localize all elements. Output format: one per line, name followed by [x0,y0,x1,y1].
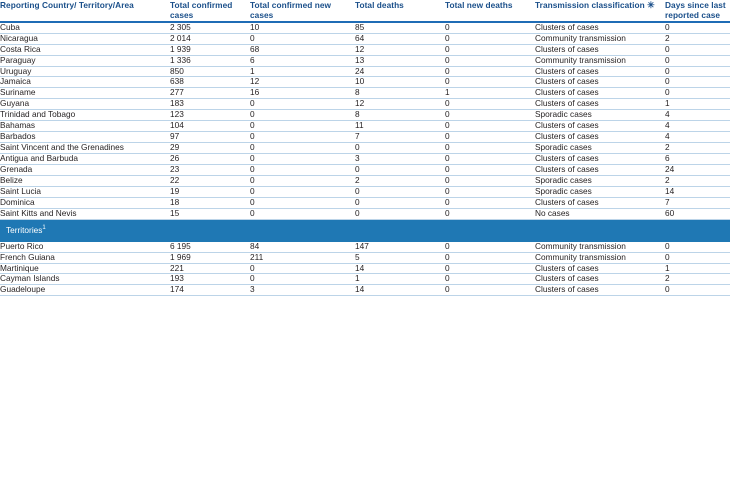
cell-total-confirmed-new-cases: 0 [250,187,355,198]
cell-total-deaths: 11 [355,121,445,132]
cell-total-new-deaths: 0 [445,263,535,274]
cell-transmission-classification: Community transmission [535,252,665,263]
table-row [0,22,730,33]
column-header-transmission-classification [535,0,665,22]
cell-total-confirmed-new-cases: 0 [250,143,355,154]
cell-total-new-deaths: 0 [445,99,535,110]
cell-days-since-last-reported-case: 2 [665,274,730,285]
cell-total-deaths: 1 [355,274,445,285]
cell-days-since-last-reported-case: 4 [665,121,730,132]
cell-total-confirmed-cases: 22 [170,176,250,187]
column-header-total-confirmed-cases-label: Total confirmed cases [170,0,233,21]
table-header-row [0,0,730,22]
column-header-days-since-last-reported-case [665,0,730,22]
cell-transmission-classification: Clusters of cases [535,22,665,33]
cell-total-confirmed-new-cases: 0 [250,99,355,110]
cell-total-confirmed-cases: 1 969 [170,252,250,263]
cell-days-since-last-reported-case: 6 [665,154,730,165]
column-header-total-new-deaths [445,0,535,22]
cell-total-deaths: 14 [355,263,445,274]
table-row [0,154,730,165]
cell-transmission-classification: Sporadic cases [535,187,665,198]
cell-total-confirmed-new-cases: 68 [250,44,355,55]
cell-total-confirmed-new-cases: 10 [250,22,355,33]
table-row [0,252,730,263]
cell-total-confirmed-cases: 1 336 [170,55,250,66]
cell-total-deaths: 7 [355,132,445,143]
cell-country: Grenada [0,165,170,176]
cell-transmission-classification: Sporadic cases [535,143,665,154]
column-header-days-since-last-reported-case-label: Days since last reported case [665,0,726,21]
cell-total-deaths: 0 [355,208,445,219]
cell-days-since-last-reported-case: 7 [665,197,730,208]
cell-total-confirmed-cases: 6 195 [170,241,250,252]
cell-total-confirmed-cases: 850 [170,66,250,77]
cell-transmission-classification: Sporadic cases [535,176,665,187]
cell-total-confirmed-cases: 221 [170,263,250,274]
cell-total-new-deaths: 0 [445,44,535,55]
cell-country: Guyana [0,99,170,110]
cell-country: Puerto Rico [0,241,170,252]
table-row [0,197,730,208]
cell-country: Suriname [0,88,170,99]
column-header-total-deaths-label: Total deaths [355,0,404,10]
cell-country: Bahamas [0,121,170,132]
cell-days-since-last-reported-case: 0 [665,77,730,88]
cell-total-new-deaths: 0 [445,132,535,143]
table-row [0,263,730,274]
cell-total-confirmed-new-cases: 0 [250,263,355,274]
cell-total-new-deaths: 1 [445,88,535,99]
table-row [0,88,730,99]
cell-total-confirmed-cases: 15 [170,208,250,219]
cell-total-deaths: 0 [355,143,445,154]
cell-transmission-classification: Community transmission [535,33,665,44]
cell-total-confirmed-cases: 123 [170,110,250,121]
cell-total-confirmed-new-cases: 1 [250,66,355,77]
table-row [0,143,730,154]
section-header-territories [0,219,730,241]
cell-transmission-classification: Clusters of cases [535,274,665,285]
column-header-country [0,0,170,22]
table-row [0,121,730,132]
cell-total-new-deaths: 0 [445,285,535,296]
cell-transmission-classification: Clusters of cases [535,154,665,165]
table-row [0,110,730,121]
cell-country: Nicaragua [0,33,170,44]
table-row [0,274,730,285]
column-header-transmission-classification-label: Transmission classification [535,0,645,10]
cell-total-deaths: 13 [355,55,445,66]
cell-transmission-classification: Clusters of cases [535,121,665,132]
cell-total-confirmed-cases: 97 [170,132,250,143]
cell-days-since-last-reported-case: 1 [665,99,730,110]
cell-country: Martinique [0,263,170,274]
cell-total-deaths: 2 [355,176,445,187]
cell-total-new-deaths: 0 [445,110,535,121]
cell-total-confirmed-new-cases: 0 [250,132,355,143]
table-row [0,44,730,55]
cell-transmission-classification: Clusters of cases [535,88,665,99]
cell-country: Paraguay [0,55,170,66]
cell-total-confirmed-new-cases: 12 [250,77,355,88]
cell-days-since-last-reported-case: 4 [665,110,730,121]
table-row [0,66,730,77]
cell-transmission-classification: Clusters of cases [535,263,665,274]
cell-transmission-classification: Clusters of cases [535,197,665,208]
cell-total-new-deaths: 0 [445,55,535,66]
cell-total-new-deaths: 0 [445,187,535,198]
cell-transmission-classification: Clusters of cases [535,165,665,176]
column-header-country-label: Reporting Country/ Territory/Area [0,0,134,10]
cell-total-confirmed-cases: 2 305 [170,22,250,33]
cell-total-deaths: 8 [355,110,445,121]
cell-days-since-last-reported-case: 0 [665,66,730,77]
cell-total-confirmed-new-cases: 0 [250,165,355,176]
cell-total-deaths: 14 [355,285,445,296]
cell-total-confirmed-new-cases: 0 [250,110,355,121]
cell-total-new-deaths: 0 [445,208,535,219]
cell-total-new-deaths: 0 [445,176,535,187]
cell-total-new-deaths: 0 [445,274,535,285]
table-row [0,241,730,252]
cell-total-new-deaths: 0 [445,165,535,176]
cell-transmission-classification: Clusters of cases [535,132,665,143]
cell-total-confirmed-new-cases: 3 [250,285,355,296]
column-header-total-new-deaths-label: Total new deaths [445,0,513,10]
cell-total-deaths: 12 [355,99,445,110]
cell-days-since-last-reported-case: 24 [665,165,730,176]
cell-total-new-deaths: 0 [445,77,535,88]
cell-total-confirmed-new-cases: 0 [250,33,355,44]
cell-days-since-last-reported-case: 0 [665,44,730,55]
column-header-total-confirmed-new-cases-label: Total confirmed new cases [250,0,332,21]
table-row [0,77,730,88]
cell-total-confirmed-cases: 174 [170,285,250,296]
cell-country: Saint Vincent and the Grenadines [0,143,170,154]
cell-total-new-deaths: 0 [445,66,535,77]
cell-total-confirmed-cases: 18 [170,197,250,208]
cell-total-deaths: 3 [355,154,445,165]
cell-total-confirmed-cases: 193 [170,274,250,285]
cell-total-deaths: 147 [355,241,445,252]
cell-days-since-last-reported-case: 2 [665,143,730,154]
table-row [0,55,730,66]
section-header-superscript: 1 [42,224,46,231]
cell-total-confirmed-new-cases: 0 [250,197,355,208]
table-row [0,33,730,44]
cell-total-confirmed-new-cases: 0 [250,121,355,132]
cell-total-confirmed-new-cases: 16 [250,88,355,99]
table-row [0,176,730,187]
cell-total-deaths: 10 [355,77,445,88]
cell-total-confirmed-cases: 183 [170,99,250,110]
cell-total-new-deaths: 0 [445,197,535,208]
cell-total-confirmed-new-cases: 0 [250,208,355,219]
cell-transmission-classification: Community transmission [535,55,665,66]
cell-days-since-last-reported-case: 0 [665,285,730,296]
cell-transmission-classification: Sporadic cases [535,110,665,121]
cell-country: Uruguay [0,66,170,77]
cell-total-confirmed-cases: 26 [170,154,250,165]
cell-country: Saint Kitts and Nevis [0,208,170,219]
cell-days-since-last-reported-case: 1 [665,263,730,274]
cell-days-since-last-reported-case: 60 [665,208,730,219]
cell-total-deaths: 0 [355,165,445,176]
cell-days-since-last-reported-case: 0 [665,55,730,66]
cell-country: Belize [0,176,170,187]
cell-total-deaths: 8 [355,88,445,99]
cell-days-since-last-reported-case: 0 [665,88,730,99]
cell-total-confirmed-cases: 19 [170,187,250,198]
cell-days-since-last-reported-case: 0 [665,252,730,263]
table-row [0,99,730,110]
cell-total-confirmed-cases: 1 939 [170,44,250,55]
cell-transmission-classification: Clusters of cases [535,99,665,110]
cell-days-since-last-reported-case: 4 [665,132,730,143]
table-body [0,22,730,296]
cell-total-confirmed-new-cases: 6 [250,55,355,66]
cell-total-new-deaths: 0 [445,241,535,252]
asterisk-icon: ✳ [647,0,655,10]
cell-days-since-last-reported-case: 0 [665,22,730,33]
cell-total-confirmed-cases: 277 [170,88,250,99]
cell-total-confirmed-new-cases: 0 [250,274,355,285]
cell-country: Trinidad and Tobago [0,110,170,121]
cell-total-confirmed-cases: 104 [170,121,250,132]
cell-country: Saint Lucia [0,187,170,198]
cell-days-since-last-reported-case: 2 [665,33,730,44]
cell-total-confirmed-cases: 2 014 [170,33,250,44]
cell-transmission-classification: Clusters of cases [535,66,665,77]
cell-transmission-classification: Clusters of cases [535,285,665,296]
cell-total-deaths: 0 [355,187,445,198]
cell-country: Barbados [0,132,170,143]
cell-country: Cayman Islands [0,274,170,285]
cell-days-since-last-reported-case: 0 [665,241,730,252]
cell-transmission-classification: Clusters of cases [535,44,665,55]
cell-total-new-deaths: 0 [445,33,535,44]
cell-total-deaths: 24 [355,66,445,77]
cell-total-confirmed-cases: 23 [170,165,250,176]
cell-country: Jamaica [0,77,170,88]
cell-total-deaths: 5 [355,252,445,263]
column-header-total-deaths [355,0,445,22]
table-row [0,132,730,143]
cell-country: Dominica [0,197,170,208]
cell-total-confirmed-new-cases: 211 [250,252,355,263]
cell-country: Cuba [0,22,170,33]
cell-total-deaths: 85 [355,22,445,33]
cell-total-new-deaths: 0 [445,121,535,132]
cell-country: Guadeloupe [0,285,170,296]
cell-days-since-last-reported-case: 2 [665,176,730,187]
table-header [0,0,730,22]
cell-total-deaths: 0 [355,197,445,208]
table-row [0,165,730,176]
cell-total-confirmed-new-cases: 0 [250,154,355,165]
cell-total-deaths: 12 [355,44,445,55]
cell-country: Costa Rica [0,44,170,55]
cell-transmission-classification: No cases [535,208,665,219]
table-row [0,208,730,219]
cell-total-new-deaths: 0 [445,154,535,165]
cell-total-confirmed-cases: 638 [170,77,250,88]
cell-country: Antigua and Barbuda [0,154,170,165]
column-header-total-confirmed-new-cases [250,0,355,22]
cell-total-new-deaths: 0 [445,143,535,154]
cell-transmission-classification: Clusters of cases [535,77,665,88]
cell-total-deaths: 64 [355,33,445,44]
cell-total-confirmed-cases: 29 [170,143,250,154]
cell-total-new-deaths: 0 [445,22,535,33]
section-header-label: Territories$^1$ [0,219,730,241]
table-row [0,285,730,296]
column-header-total-confirmed-cases [170,0,250,22]
table-row [0,187,730,198]
cell-total-new-deaths: 0 [445,252,535,263]
cell-total-confirmed-new-cases: 0 [250,176,355,187]
cell-days-since-last-reported-case: 14 [665,187,730,198]
cell-transmission-classification: Community transmission [535,241,665,252]
cell-country: French Guiana [0,252,170,263]
cell-total-confirmed-new-cases: 84 [250,241,355,252]
